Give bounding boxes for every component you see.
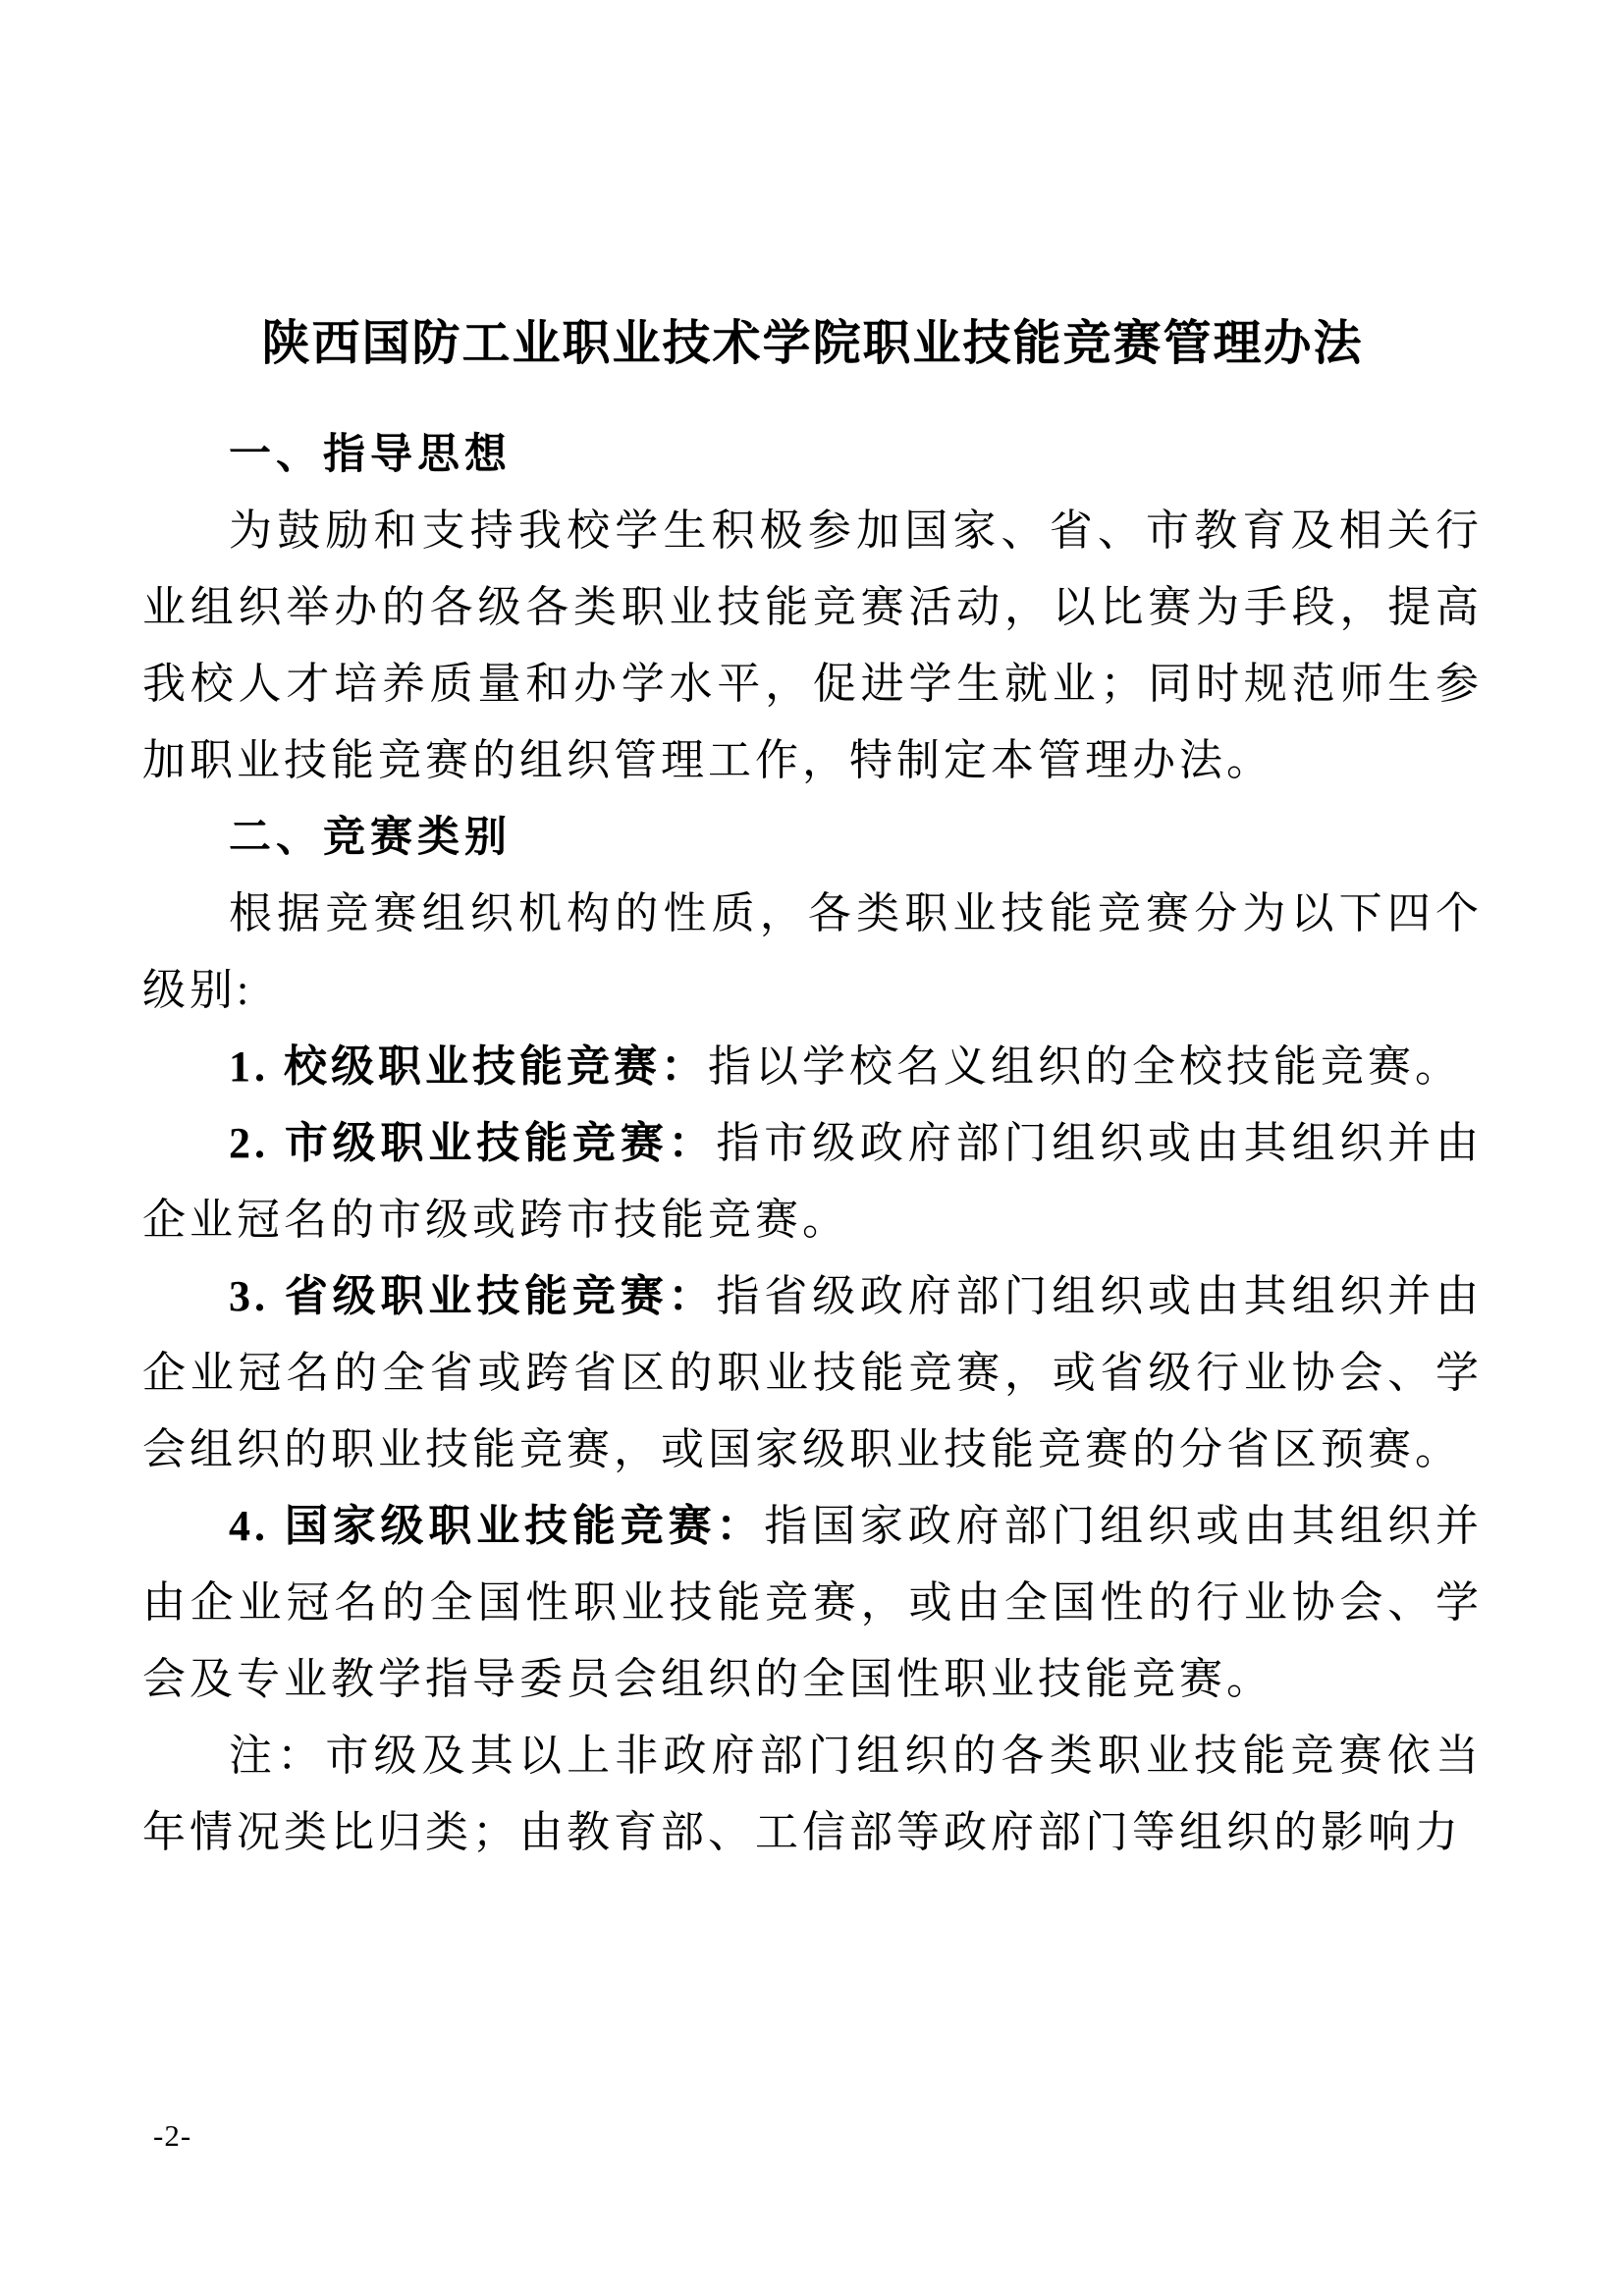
document-title: 陕西国防工业职业技术学院职业技能竞赛管理办法: [261, 316, 1364, 370]
section-heading-guiding-ideology: 一、指导思想: [229, 430, 512, 479]
guiding-ideology-paragraph: 为鼓励和支持我校学生积极参加国家、省、市教育及相关行业组织举办的各级各类职业技能竞赛活动，以比赛为手段，提高我校人才培养质量和办学水平，促进学生就业；同时规范师生参加职业技能竞赛的组织管理工作，特制定本管理办法。: [142, 507, 1483, 784]
competition-level-item-province: [142, 1258, 1483, 1488]
competition-level-item-national: [142, 1488, 1483, 1718]
item-label: 2. 市级职业技能竞赛：: [229, 1119, 717, 1167]
item-text: 指以学校名义组织的全校技能竞赛。: [708, 1042, 1462, 1091]
note-paragraph: 注：市级及其以上非政府部门组织的各类职业技能竞赛依当年情况类比归类；由教育部、工信部等政府部门等组织的影响力: [142, 1732, 1483, 1856]
competition-categories-intro: 根据竞赛组织机构的性质，各类职业技能竞赛分为以下四个级别:: [142, 889, 1483, 1014]
section-heading-competition-categories: 二、竞赛类别: [229, 813, 512, 862]
competition-level-item-city: [142, 1105, 1483, 1258]
competition-level-item-school: [142, 1029, 1483, 1105]
item-text: 指省级政府部门组织或由其组织并由企业冠名的全省或跨省区的职业技能竞赛，或省级行业协会、学会组织的职业技能竞赛，或国家级职业技能竞赛的分省区预赛。: [142, 1272, 1484, 1473]
item-label: 3. 省级职业技能竞赛：: [229, 1272, 717, 1320]
item-label: 4. 国家级职业技能竞赛：: [229, 1502, 765, 1550]
item-text: 指国家政府部门组织或由其组织并由企业冠名的全国性职业技能竞赛，或由全国性的行业协会、学会及专业教学指导委员会组织的全国性职业技能竞赛。: [142, 1502, 1484, 1703]
item-label: 1. 校级职业技能竞赛：: [229, 1042, 708, 1091]
item-text: 指市级政府部门组织或由其组织并由企业冠名的市级或跨市技能竞赛。: [142, 1119, 1484, 1244]
page-number: -2-: [153, 2118, 192, 2153]
